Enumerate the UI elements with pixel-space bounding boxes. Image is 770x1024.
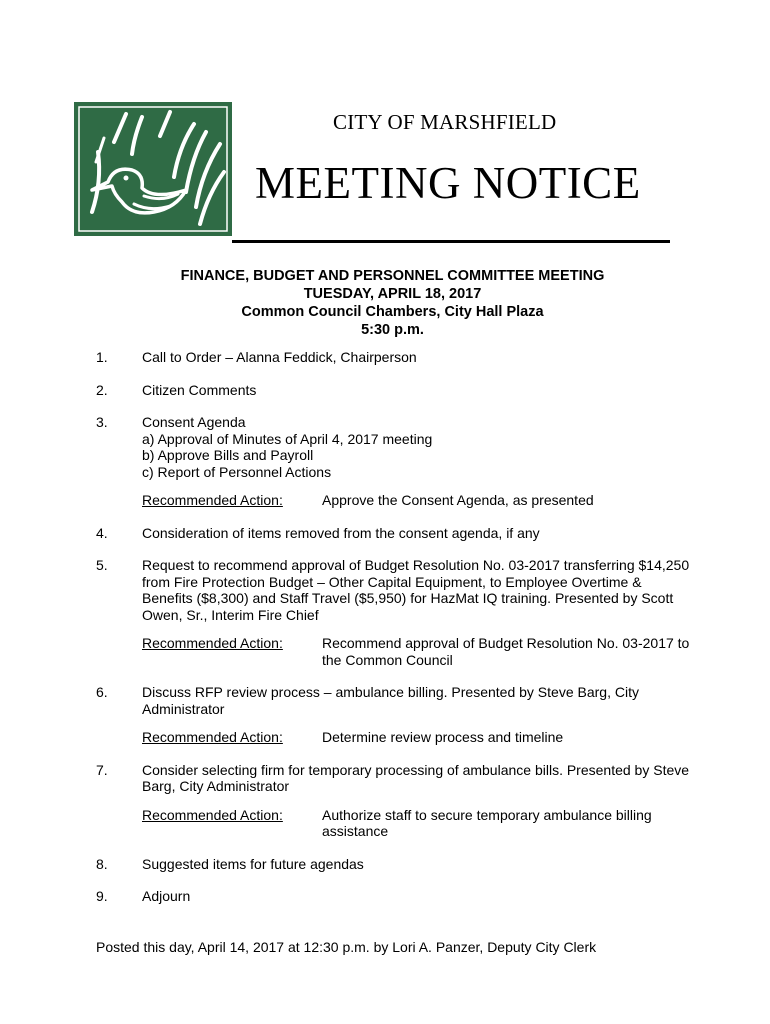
agenda-item [96, 349, 696, 366]
agenda-item [96, 414, 696, 509]
posted-notice: Posted this day, April 14, 2017 at 12:30 p.m. by Lori A. Panzer, Deputy City Clerk [96, 939, 597, 955]
recommended-action-label: Recommended Action: [142, 492, 283, 508]
recommended-action-text: Authorize staff to secure temporary ambulance billing assistance [322, 806, 652, 839]
meeting-date: TUESDAY, APRIL 18, 2017 [303, 286, 482, 302]
item-number: 4. [96, 524, 108, 541]
agenda-item [96, 856, 696, 873]
meeting-time: 5:30 p.m. [361, 322, 424, 338]
item-number: 8. [96, 855, 108, 872]
recommended-action-label: Recommended Action: [142, 635, 283, 651]
recommended-action-text: Recommend approval of Budget Resolution No. 03-2017 to the Common Council [322, 635, 690, 668]
item-number: 3. [96, 414, 108, 430]
page-title: MEETING NOTICE [255, 158, 641, 208]
meeting-name: FINANCE, BUDGET AND PERSONNEL COMMITTEE MEETING [180, 268, 605, 284]
meeting-header [100, 267, 685, 339]
item-text: Citizen Comments [142, 381, 257, 398]
header-divider [232, 240, 670, 243]
agenda-item [96, 762, 696, 840]
item-number: 7. [96, 761, 108, 778]
agenda-item [96, 557, 696, 668]
sub-item: a) Approval of Minutes of April 4, 2017 meeting [142, 430, 433, 447]
city-name: CITY OF MARSHFIELD [333, 110, 557, 134]
item-text: Suggested items for future agendas [142, 855, 364, 872]
recommended-action [142, 635, 696, 668]
item-number: 5. [96, 557, 108, 573]
agenda-item [96, 525, 696, 542]
agenda-item [96, 684, 696, 746]
bird-reeds-logo-icon [74, 102, 232, 236]
recommended-action-text: Approve the Consent Agenda, as presented [322, 492, 594, 508]
sub-item: c) Report of Personnel Actions [142, 463, 332, 480]
recommended-action [142, 807, 696, 840]
recommended-action [142, 729, 696, 746]
recommended-action [142, 492, 696, 509]
item-number: 9. [96, 888, 108, 904]
item-text: Request to recommend approval of Budget Resolution No. 03-2017 transferring $14,250 from Fire Protection Budget – Other Capital Equipment, to Employee Overtime & Benefits ($8,300) and Staff Travel ($5,950) for HazMat IQ training. Presented by Scott Owen, Sr., Interim Fire Chief [142, 557, 690, 623]
item-number: 1. [96, 349, 108, 365]
city-logo [74, 102, 232, 236]
sub-item: b) Approve Bills and Payroll [142, 447, 314, 463]
item-text: Consent Agenda [142, 414, 246, 430]
item-text: Discuss RFP review process – ambulance billing. Presented by Steve Barg, City Administrator [142, 684, 639, 717]
item-number: 6. [96, 684, 108, 700]
agenda-item [96, 888, 696, 905]
recommended-action-label: Recommended Action: [142, 729, 283, 745]
item-text: Adjourn [142, 888, 191, 904]
item-text: Consider selecting firm for temporary processing of ambulance bills. Presented by Steve Barg, City Administrator [142, 761, 690, 794]
agenda-list [96, 349, 696, 921]
item-text: Call to Order – Alanna Feddick, Chairperson [142, 349, 417, 365]
item-text: Consideration of items removed from the consent agenda, if any [142, 524, 540, 541]
agenda-item [96, 382, 696, 399]
recommended-action-text: Determine review process and timeline [322, 729, 564, 745]
meeting-location: Common Council Chambers, City Hall Plaza [241, 304, 544, 320]
recommended-action-label: Recommended Action: [142, 806, 283, 823]
item-number: 2. [96, 381, 108, 398]
sub-item-list [142, 431, 696, 481]
